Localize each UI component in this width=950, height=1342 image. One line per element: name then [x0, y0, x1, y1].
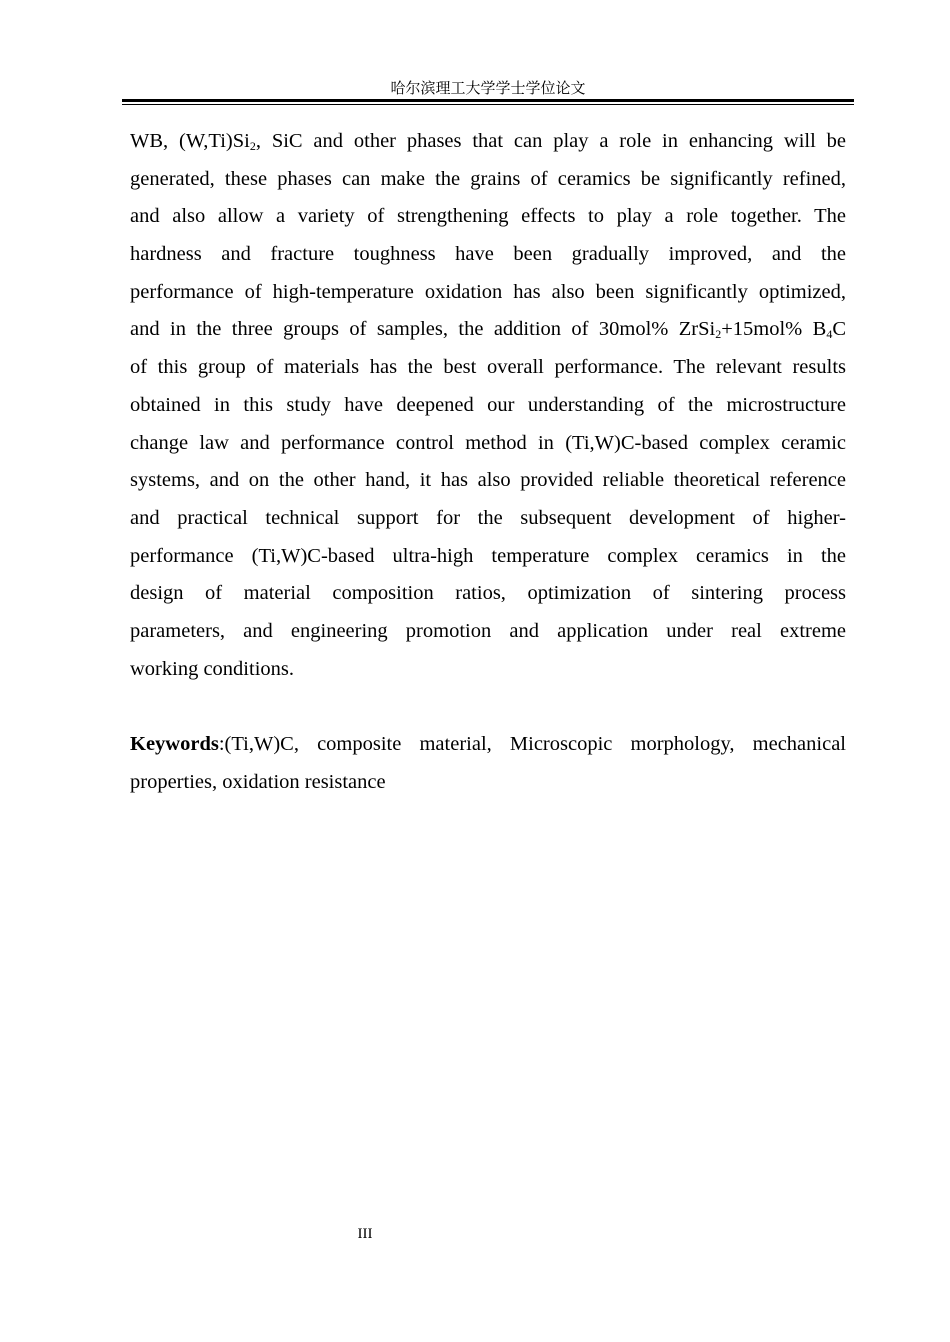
- abstract-line: hardness and fracture toughness have been gradually improved, and the: [130, 243, 846, 266]
- abstract-line: obtained in this study have deepened our understanding of the microstructure: [130, 393, 846, 416]
- keywords-label: Keywords: [130, 733, 219, 756]
- abstract-line: [130, 311, 846, 349]
- header-rule-thick: [122, 99, 854, 102]
- abstract-line: working conditions.: [130, 657, 294, 680]
- abstract-line: design of material composition ratios, optimization of sintering process: [130, 582, 846, 605]
- abstract-line: of this group of materials has the best overall performance. The relevant results: [130, 356, 846, 379]
- paragraph-spacer: [130, 688, 846, 726]
- subscript: 2: [249, 139, 256, 153]
- page-number: III: [357, 1226, 373, 1242]
- abstract-line: parameters, and engineering promotion and application under real extreme: [130, 619, 846, 642]
- text-run: C: [832, 318, 846, 341]
- abstract-line: performance of high-temperature oxidation has also been significantly optimized,: [130, 280, 846, 303]
- abstract-line: systems, and on the other hand, it has also provided reliable theoretical reference: [130, 469, 846, 492]
- header-rule-thin: [122, 104, 854, 105]
- subscript: 4: [826, 327, 833, 342]
- abstract-line: [130, 123, 846, 161]
- keywords-line: properties, oxidation resistance: [130, 771, 386, 793]
- running-header: 哈尔滨理工大学学士学位论文: [390, 79, 586, 97]
- abstract-line: change law and performance control method in (Ti,W)C-based complex ceramic: [130, 431, 846, 454]
- text-run: , SiC and other phases that can play a role in enhancing will be: [255, 130, 846, 152]
- keywords-text: :(Ti,W)C, composite material, Microscopic morphology, mechanical: [218, 733, 846, 756]
- abstract-line: and practical technical support for the subsequent development of higher-: [130, 506, 846, 529]
- text-run: WB, (W,Ti)Si: [130, 130, 250, 152]
- abstract-line: and also allow a variety of strengthening effects to play a role together. The: [130, 205, 846, 228]
- subscript: 2: [715, 327, 722, 342]
- abstract-line: generated, these phases can make the grains of ceramics be significantly refined,: [130, 167, 846, 190]
- text-run: +15mol% B: [721, 318, 827, 341]
- keywords-line: [130, 726, 846, 764]
- abstract-body: [130, 123, 846, 802]
- text-run: and in the three groups of samples, the addition of 30mol% ZrSi: [130, 318, 716, 341]
- abstract-line: performance (Ti,W)C-based ultra-high temperature complex ceramics in the: [130, 544, 846, 567]
